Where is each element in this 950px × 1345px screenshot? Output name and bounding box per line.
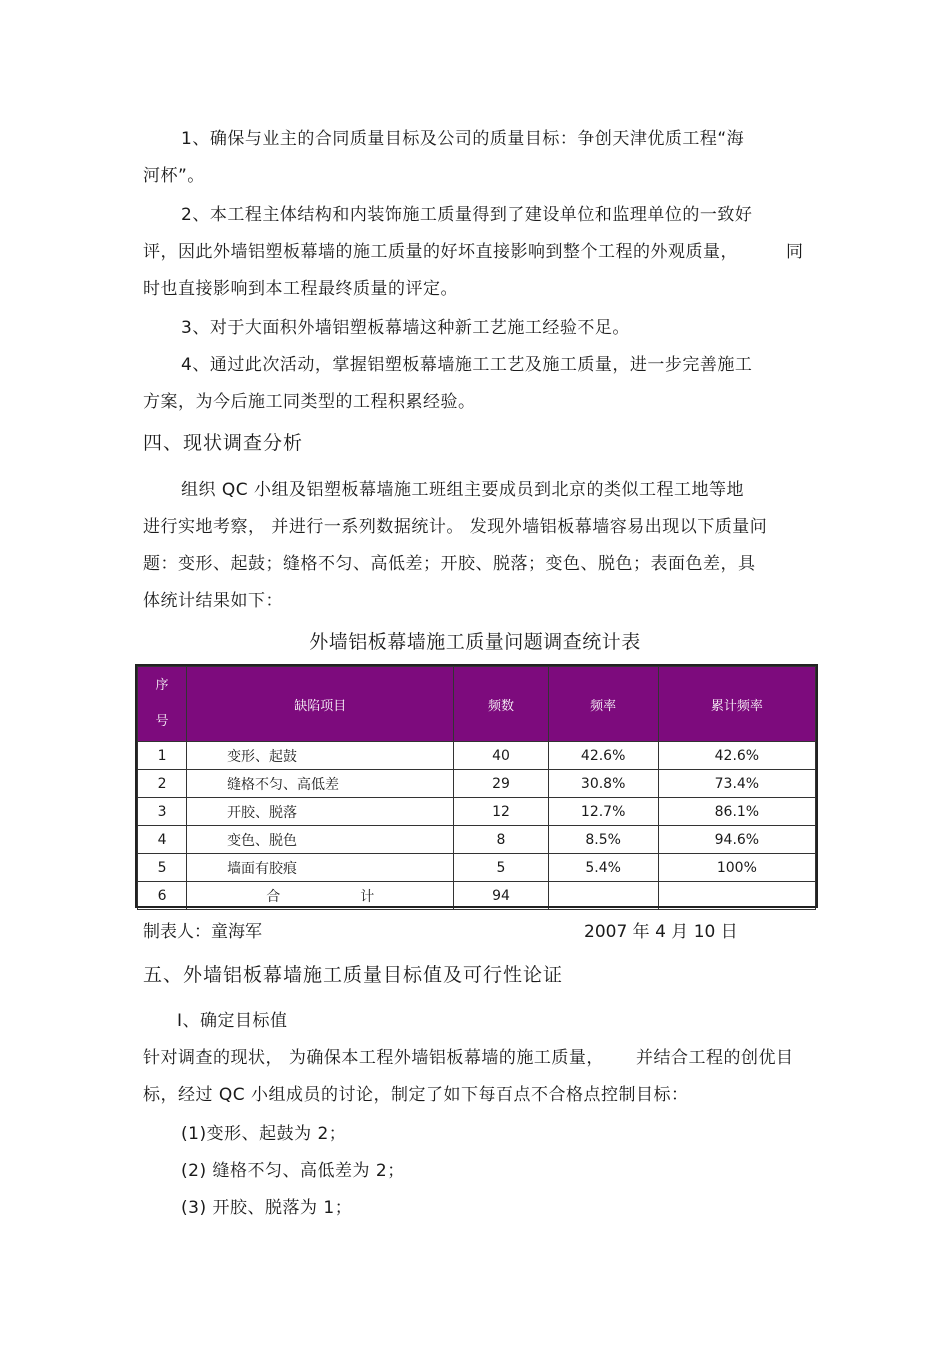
cell-rate: 30.8% [548,770,658,798]
paragraph-1-line-1: 1、确保与业主的合同质量目标及公司的质量目标：争创天津优质工程“海 [181,129,745,149]
total-label-part-1: 合 [266,888,281,905]
table-maker: 制表人：童海军 [143,922,262,942]
paragraph-3-line-1: 3、对于大面积外墙铝塑板幕墙这种新工艺施工经验不足。 [181,318,630,338]
cell-rate: 12.7% [548,798,658,826]
cell-item: 开胶、脱落 [187,798,454,826]
section-5-line-2: 标，经过 QC 小组成员的讨论，制定了如下每百点不合格点控制目标： [143,1085,689,1105]
cell-cum: 94.6% [658,826,815,854]
cell-cum: 100% [658,854,815,882]
header-rate: 频率 [548,667,658,742]
section-4-line-1: 组织 QC 小组及铝塑板幕墙施工班组主要成员到北京的类似工程工地等地 [181,480,745,500]
cell-cum: 73.4% [658,770,815,798]
section-5-heading: 五、外墙铝板幕墙施工质量目标值及可行性论证 [143,964,564,986]
cell-item: 墙面有胶痕 [187,854,454,882]
table-title: 外墙铝板幕墙施工质量问题调查统计表 [309,631,641,653]
cell-freq: 5 [454,854,548,882]
table-row [138,742,816,770]
section-4-heading: 四、现状调查分析 [143,432,304,454]
cell-no: 1 [138,742,187,770]
total-label-part-2: 计 [360,888,375,905]
paragraph-4-line-1: 4、通过此次活动，掌握铝塑板幕墙施工工艺及施工质量，进一步完善施工 [181,355,753,375]
paragraph-1-line-2: 河杯”。 [143,166,205,186]
cell-no: 3 [138,798,187,826]
header-seq-bottom: 号 [155,714,169,729]
cell-no: 4 [138,826,187,854]
table-row [138,798,816,826]
cell-freq: 40 [454,742,548,770]
paragraph-2-line-2-end: 同 [786,242,804,262]
section-4-line-3: 题：变形、起鼓；缝格不匀、高低差；开胶、脱落；变色、脱色；表面色差，具 [143,554,756,574]
table-row [138,854,816,882]
paragraph-2-line-3: 时也直接影响到本工程最终质量的评定。 [143,279,458,299]
header-seq [138,667,187,742]
section-5-line-1: 针对调查的现状， 为确保本工程外墙铝板幕墙的施工质量， [143,1048,604,1068]
cell-rate: 5.4% [548,854,658,882]
section-5-line-1-end: 并结合工程的创优目 [636,1048,794,1068]
header-item: 缺陷项目 [187,667,454,742]
cell-cum [658,882,815,910]
cell-no: 5 [138,854,187,882]
section-4-line-2: 进行实地考察， 并进行一系列数据统计。 发现外墙铝板幕墙容易出现以下质量问 [143,517,768,537]
table-row [138,826,816,854]
cell-freq: 29 [454,770,548,798]
cell-item: 变色、脱色 [187,826,454,854]
cell-item: 缝格不匀、高低差 [187,770,454,798]
table-total-row [138,882,816,910]
table-header-row [138,667,816,742]
cell-freq: 94 [454,882,548,910]
cell-total-label [187,882,454,910]
goal-item: (2) 缝格不匀、高低差为 2； [181,1161,405,1181]
cell-item: 变形、起鼓 [187,742,454,770]
cell-no: 2 [138,770,187,798]
cell-freq: 12 [454,798,548,826]
header-cum-rate: 累计频率 [658,667,815,742]
header-seq-top: 序 [155,678,169,693]
table-date: 2007 年 4 月 10 日 [584,922,738,942]
cell-rate [548,882,658,910]
cell-freq: 8 [454,826,548,854]
goal-item: (3) 开胶、脱落为 1； [181,1198,353,1218]
header-freq: 频数 [454,667,548,742]
paragraph-2-line-2: 评，因此外墙铝塑板幕墙的施工质量的好坏直接影响到整个工程的外观质量， [143,242,738,262]
section-5-subheading: Ⅰ、确定目标值 [177,1011,288,1031]
paragraph-2-line-1: 2、本工程主体结构和内装饰施工质量得到了建设单位和监理单位的一致好 [181,205,753,225]
paragraph-4-line-2: 方案，为今后施工同类型的工程积累经验。 [143,392,476,412]
goal-item: (1)变形、起鼓为 2； [181,1124,347,1144]
section-4-line-4: 体统计结果如下： [143,591,283,611]
table-row [138,770,816,798]
cell-cum: 86.1% [658,798,815,826]
cell-cum: 42.6% [658,742,815,770]
cell-rate: 42.6% [548,742,658,770]
cell-rate: 8.5% [548,826,658,854]
cell-no: 6 [138,882,187,910]
quality-stats-table [137,666,816,910]
